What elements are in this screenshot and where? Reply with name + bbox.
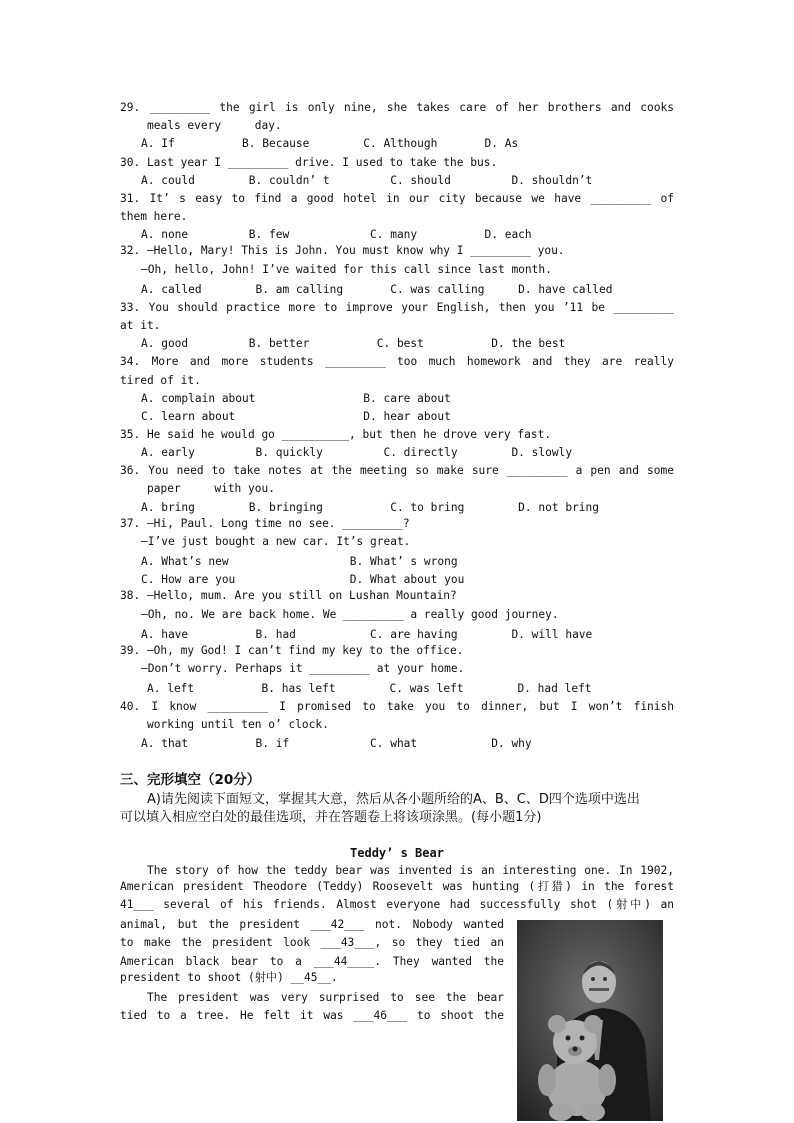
question-line: 37. —Hi, Paul. Long time no see. _________? (120, 517, 410, 530)
question-line: A. early B. quickly C. directly D. slowly (141, 446, 573, 459)
question-line: 34. More and more students _________ too much homework and they are really (120, 355, 674, 368)
question-line: 38. —Hello, mum. Are you still on Lushan Mountain? (120, 589, 457, 602)
question-line: meals every day. (147, 119, 282, 132)
question-line: —Don’t worry. Perhaps it _________ at your home. (141, 662, 465, 675)
question-line: —Oh, no. We are back home. We _________ a really good journey. (141, 608, 559, 621)
question-line: them here. (120, 210, 188, 223)
question-line: A. called B. am calling C. was calling D. have called (141, 283, 613, 296)
passage-line: to make the president look ___43___, so they tied an (120, 936, 504, 949)
passage-title: Teddy’ s Bear (350, 846, 444, 860)
question-line: working until ten o’ clock. (147, 718, 329, 731)
teddy-bear-photo (517, 920, 663, 1121)
question-line: at it. (120, 319, 161, 332)
section-heading: 三、完形填空（20分） (120, 772, 261, 788)
question-line: 29. _________ the girl is only nine, she takes care of her brothers and cooks (120, 101, 674, 114)
passage-line: American president Theodore (Teddy) Roosevelt was hunting (打猎) in the forest (120, 880, 674, 893)
question-line: A. bring B. bringing C. to bring D. not bring (141, 501, 600, 514)
instruction-line: 可以填入相应空白处的最佳选项，并在答题卷上将该项涂黑。(每小题1分) (120, 810, 542, 825)
question-line: A. left B. has left C. was left D. had left (147, 682, 592, 695)
question-line: 36. You need to take notes at the meeting so make sure _________ a pen and some (120, 464, 674, 477)
question-line: A. If B. Because C. Although D. As (141, 137, 519, 150)
question-line: A. complain about B. care about (141, 392, 451, 405)
question-line: A. What’s new B. What’ s wrong (141, 555, 458, 568)
passage-line: The story of how the teddy bear was invented is an interesting one. In 1902, (147, 864, 674, 877)
question-line: 40. I know _________ I promised to take you to dinner, but I won’t finish (120, 700, 674, 713)
question-line: A. have B. had C. are having D. will have (141, 628, 593, 641)
passage-line: American black bear to a ___44____. They wanted the (120, 955, 504, 968)
question-line: 35. He said he would go __________, but then he drove very fast. (120, 428, 552, 441)
passage-line: animal, but the president ___42___ not. Nobody wanted (120, 918, 504, 931)
question-line: 30. Last year I _________ drive. I used to take the bus. (120, 156, 498, 169)
question-line: A. none B. few C. many D. each (141, 228, 532, 241)
question-line: A. could B. couldn’ t C. should D. shouldn’t (141, 174, 593, 187)
passage-line: 41___ several of his friends. Almost everyone had successfully shot (射中) an (120, 898, 674, 911)
question-line: —Oh, hello, John! I’ve waited for this call since last month. (141, 263, 552, 276)
instruction-line: A)请先阅读下面短文，掌握其大意，然后从各小题所给的A、B、C、D四个选项中选出 (147, 792, 640, 807)
question-line: paper with you. (147, 482, 275, 495)
question-line: 39. —Oh, my God! I can’t find my key to the office. (120, 644, 464, 657)
question-line: A. that B. if C. what D. why (141, 737, 532, 750)
question-line: C. learn about D. hear about (141, 410, 451, 423)
passage-line: tied to a tree. He felt it was ___46___ to shoot the (120, 1009, 504, 1022)
question-line: 32. —Hello, Mary! This is John. You must know why I _________ you. (120, 244, 565, 257)
question-line: A. good B. better C. best D. the best (141, 337, 566, 350)
question-line: C. How are you D. What about you (141, 573, 465, 586)
question-line: tired of it. (120, 374, 201, 387)
question-line: 33. You should practice more to improve your English, then you ’11 be _________ (120, 301, 674, 314)
question-line: 31. It’ s easy to find a good hotel in our city because we have _________ of (120, 192, 674, 205)
question-line: —I’ve just bought a new car. It’s great. (141, 535, 411, 548)
passage-line: The president was very surprised to see the bear (147, 991, 504, 1004)
passage-line: president to shoot (射中) __45__. (120, 971, 338, 984)
roosevelt-with-teddy-bear-image (517, 920, 663, 1121)
